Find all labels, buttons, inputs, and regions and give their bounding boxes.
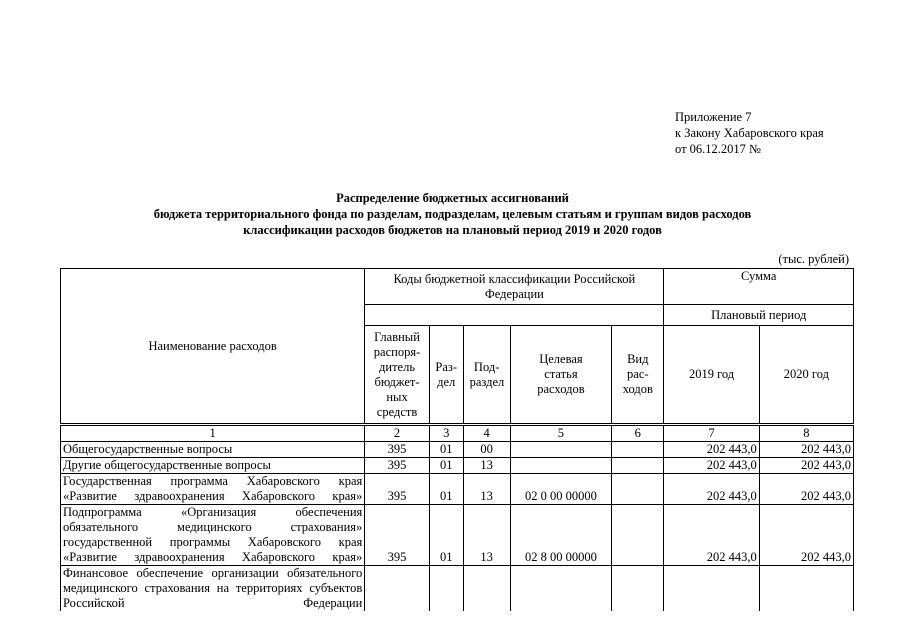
row-2020: 202 443,0: [759, 505, 853, 566]
appendix-law: к Закону Хабаровского края: [675, 126, 824, 140]
col-number: 3: [429, 425, 463, 442]
header-codes-group: Коды бюджетной классификации Российской Федерации: [365, 269, 664, 305]
row-razdel: 01: [429, 458, 463, 474]
table-row: [61, 442, 854, 458]
row-name: Другие общегосударственные вопросы: [61, 458, 365, 474]
row-target: [510, 442, 611, 458]
row-target: [510, 458, 611, 474]
header-sum: Сумма: [664, 269, 854, 305]
row-2020: 202 443,0: [759, 458, 853, 474]
table-row: [61, 505, 854, 566]
row-gl: 395: [365, 474, 430, 505]
column-numbers-row: [61, 425, 854, 442]
row-gl: 395: [365, 458, 430, 474]
title-line-2: бюджета территориального фонда по разделам, подразделам, целевым статьям и группам видов расходов: [153, 207, 752, 221]
row-razdel: 01: [429, 474, 463, 505]
units-label: (тыс. рублей): [778, 252, 849, 266]
row-gl: 395: [365, 505, 430, 566]
document-title: [0, 190, 905, 238]
col-number: 7: [664, 425, 759, 442]
header-codes-spacer: [365, 305, 664, 326]
col-number: 8: [759, 425, 853, 442]
header-planning-period: Плановый период: [664, 305, 854, 326]
row-name: Общегосударственные вопросы: [61, 442, 365, 458]
appendix-date: от 06.12.2017 №: [675, 142, 761, 156]
row-target: 02 0 00 00000: [510, 474, 611, 505]
row-podrazdel: 00: [463, 442, 510, 458]
header-podrazdel: Под-раздел: [463, 326, 510, 425]
budget-table: [60, 268, 854, 611]
row-name: Финансовое обеспечение организации обязательного медицинского страхования на территориях субъектов Российской Федерации: [61, 566, 365, 612]
col-number: 6: [612, 425, 664, 442]
row-2019: 202 443,0: [664, 458, 759, 474]
row-gl: [365, 566, 430, 612]
row-vid: [612, 474, 664, 505]
row-target: [510, 566, 611, 612]
row-gl: 395: [365, 442, 430, 458]
header-2020: 2020 год: [759, 326, 853, 425]
row-podrazdel: [463, 566, 510, 612]
row-2019: 202 443,0: [664, 505, 759, 566]
title-line-3: классификации расходов бюджетов на плановый период 2019 и 2020 годов: [243, 223, 662, 237]
appendix-block: [675, 109, 824, 157]
row-2019: 202 443,0: [664, 474, 759, 505]
row-2020: 202 443,0: [759, 442, 853, 458]
table-row: [61, 474, 854, 505]
header-razdel: Раз-дел: [429, 326, 463, 425]
row-podrazdel: 13: [463, 474, 510, 505]
row-vid: [612, 442, 664, 458]
row-2020: 202 443,0: [759, 474, 853, 505]
col-number: 1: [61, 425, 365, 442]
title-line-1: Распределение бюджетных ассигнований: [336, 191, 569, 205]
row-target: 02 8 00 00000: [510, 505, 611, 566]
row-2019: [664, 566, 759, 612]
row-razdel: 01: [429, 505, 463, 566]
header-gl: Главный распоря-дитель бюджет-ных средств: [365, 326, 430, 425]
appendix-number: Приложение 7: [675, 110, 752, 124]
row-vid: [612, 566, 664, 612]
table-row: [61, 458, 854, 474]
col-number: 5: [510, 425, 611, 442]
col-number: 2: [365, 425, 430, 442]
row-podrazdel: 13: [463, 505, 510, 566]
table-row: [61, 566, 854, 612]
row-2020: [759, 566, 853, 612]
row-podrazdel: 13: [463, 458, 510, 474]
header-target: Целевая статья расходов: [510, 326, 611, 425]
col-number: 4: [463, 425, 510, 442]
row-2019: 202 443,0: [664, 442, 759, 458]
header-vid: Вид рас-ходов: [612, 326, 664, 425]
row-name: Государственная программа Хабаровского края «Развитие здравоохранения Хабаровского края»: [61, 474, 365, 505]
row-name: Подпрограмма «Организация обеспечения обязательного медицинского страхования» государственной программы Хабаровского края «Развитие здравоохранения Хабаровского края»: [61, 505, 365, 566]
header-name: Наименование расходов: [61, 269, 365, 425]
header-2019: 2019 год: [664, 326, 759, 425]
row-vid: [612, 458, 664, 474]
row-razdel: [429, 566, 463, 612]
row-vid: [612, 505, 664, 566]
row-razdel: 01: [429, 442, 463, 458]
